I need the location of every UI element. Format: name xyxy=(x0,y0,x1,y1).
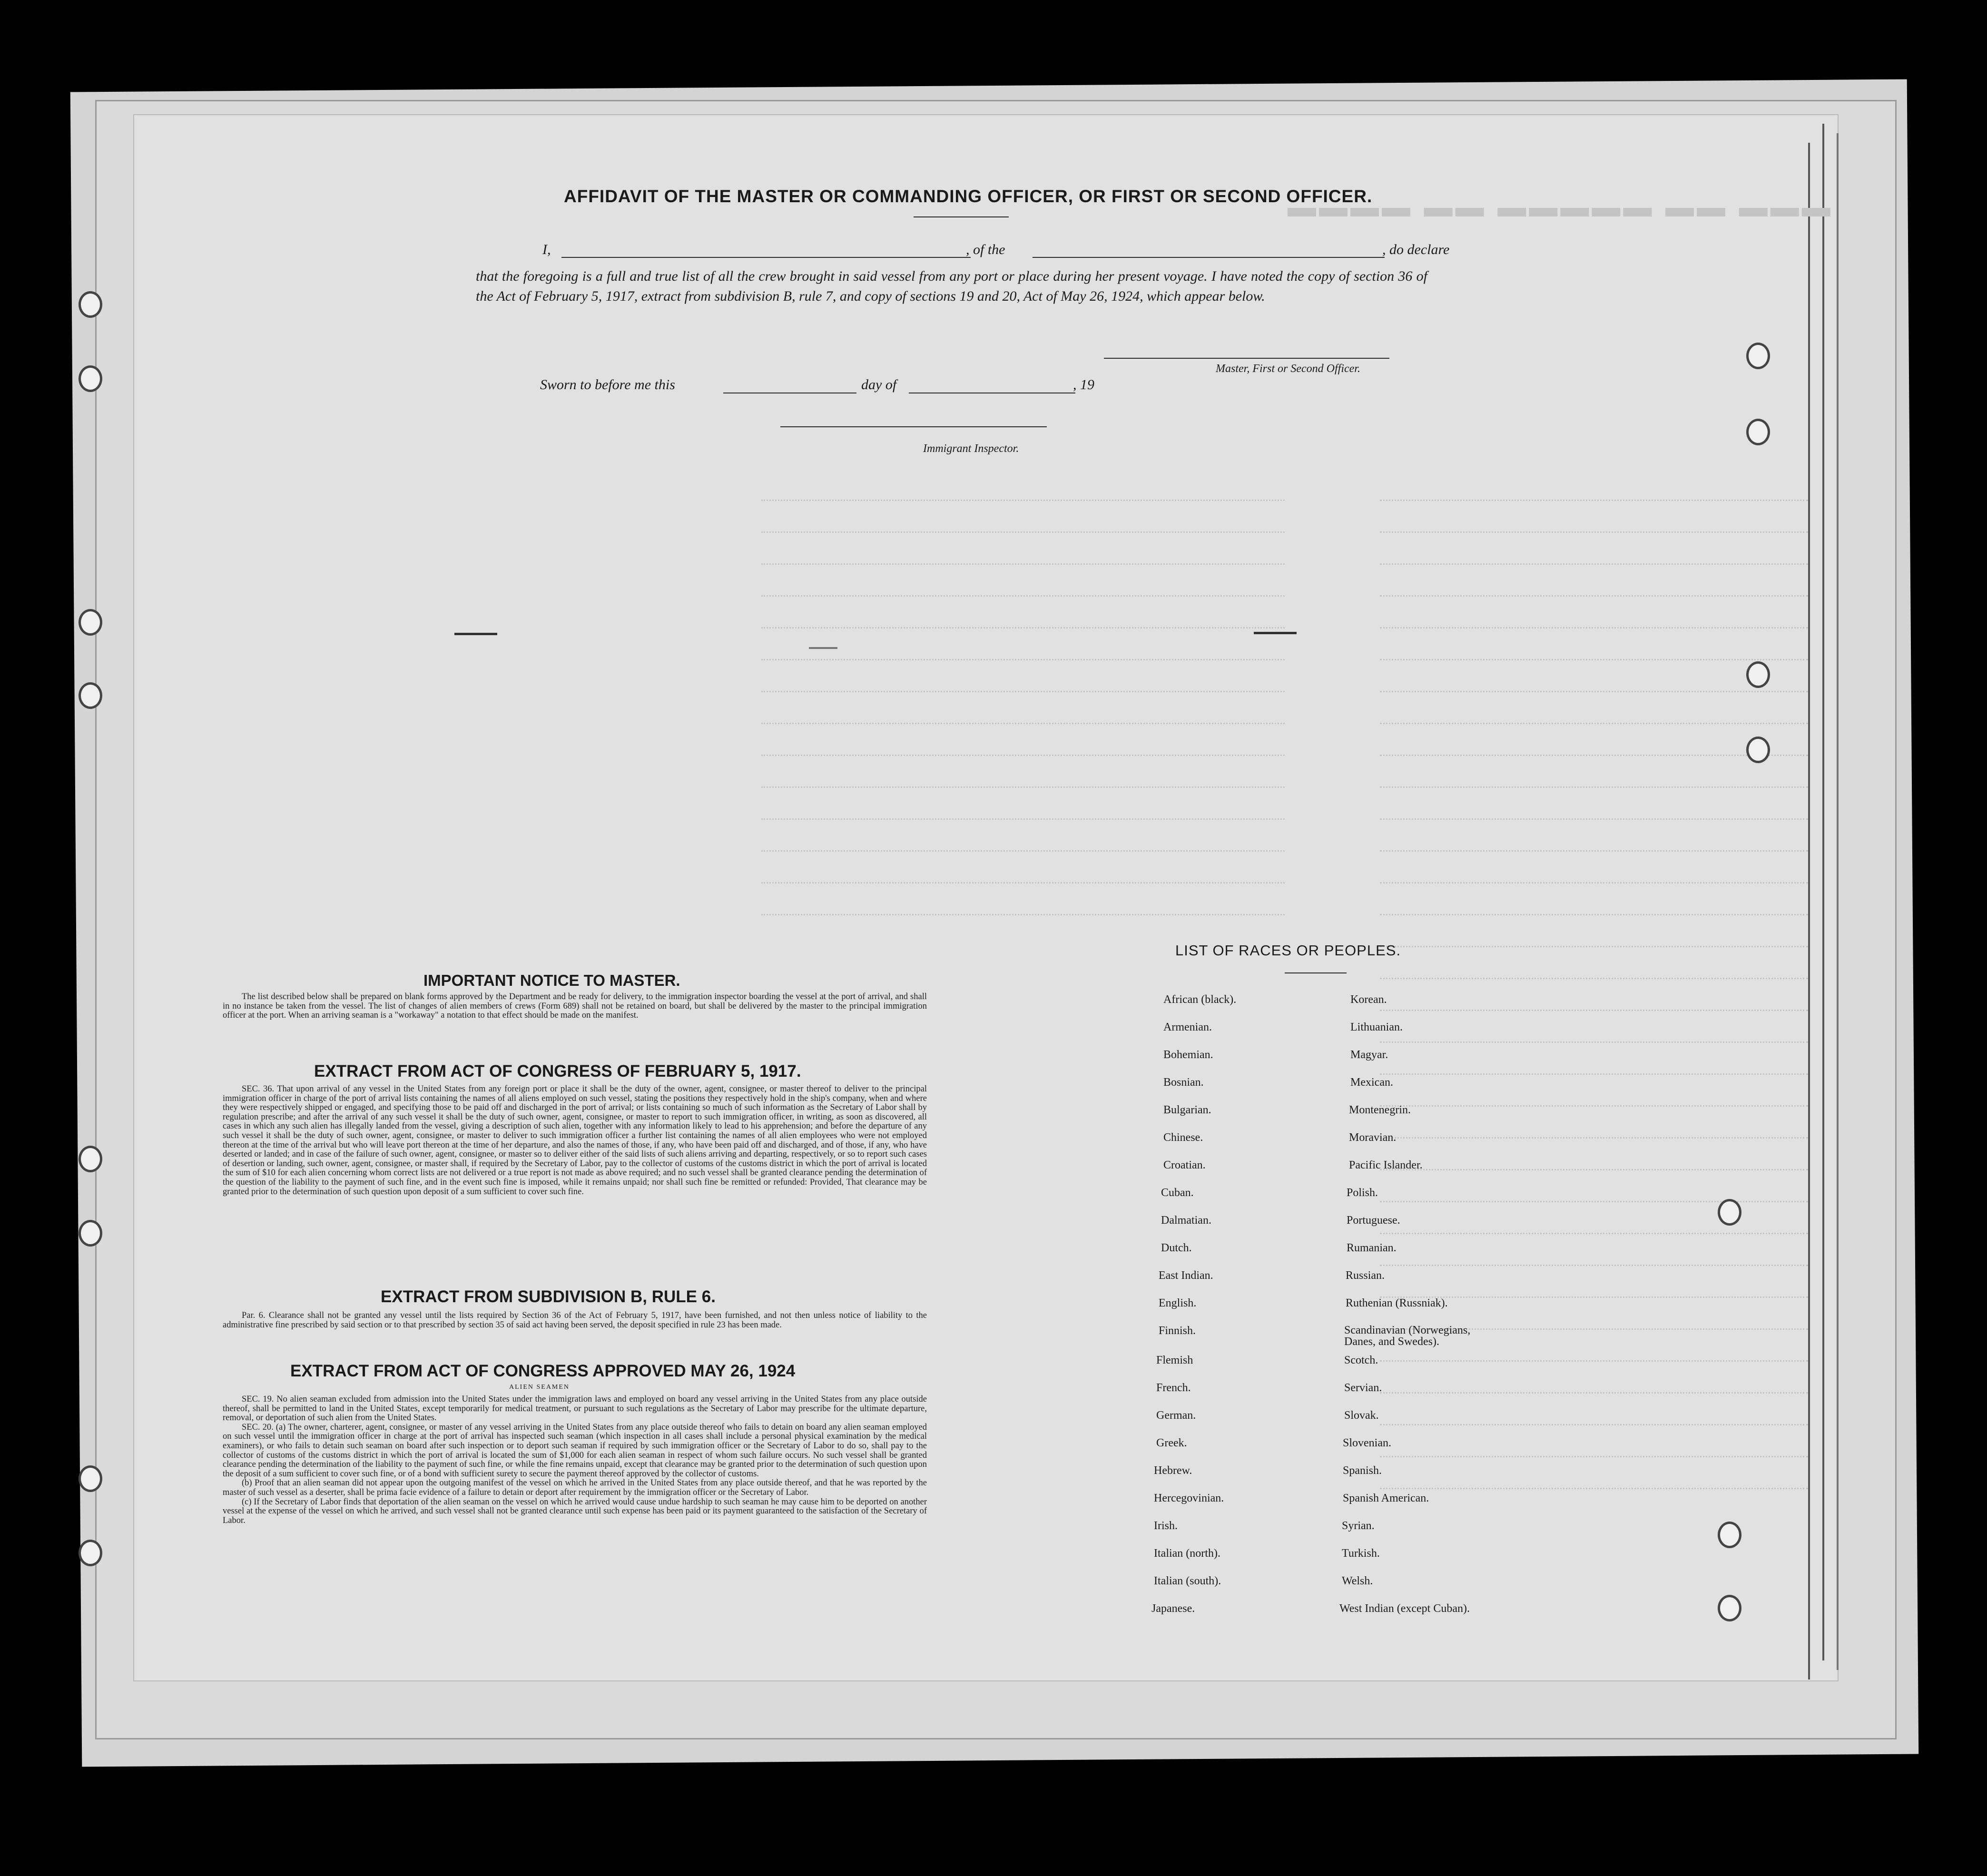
race-item: Irish. xyxy=(1154,1520,1178,1532)
extract-1917-title: EXTRACT FROM ACT OF CONGRESS OF FEBRUARY 5, 1917. xyxy=(314,1062,801,1080)
race-item: German. xyxy=(1156,1409,1196,1422)
race-item: Polish. xyxy=(1347,1187,1378,1199)
page-edge xyxy=(1808,143,1810,1680)
officer-signature-caption: Master, First or Second Officer. xyxy=(1216,363,1360,375)
race-item: Italian (south). xyxy=(1154,1575,1221,1587)
race-item: French. xyxy=(1156,1382,1191,1394)
race-item: Moravian. xyxy=(1349,1131,1397,1144)
races-title: LIST OF RACES OR PEOPLES. xyxy=(1175,942,1401,959)
extract-1924-body xyxy=(223,1395,927,1525)
punch-hole xyxy=(1718,1595,1741,1621)
race-item: Hercegovinian. xyxy=(1154,1492,1224,1504)
races-title-rule xyxy=(1285,972,1347,973)
inspector-caption: Immigrant Inspector. xyxy=(923,442,1019,455)
race-item: Syrian. xyxy=(1342,1520,1375,1532)
bleed-through-rows xyxy=(761,485,1285,913)
race-item: East Indian. xyxy=(1159,1269,1213,1282)
page-edge xyxy=(1822,124,1824,1660)
race-item: Scotch. xyxy=(1344,1354,1378,1366)
bleed-through-rows xyxy=(1380,485,1808,1627)
punch-hole xyxy=(1718,1199,1741,1226)
race-item: Croatian. xyxy=(1163,1159,1206,1171)
race-item: Servian. xyxy=(1344,1382,1382,1394)
sec-20c: (c) If the Secretary of Labor finds that deportation of the alien seaman on the vessel on which he arrived would cause undue hardship to such seaman he may cause him to be deported on another vessel at the expense of the vessel on which he arrived, and such vessel shall not be granted clearance until such expense has been paid or its payment guaranteed to the satisfaction of the Secretary of Labor. xyxy=(223,1497,927,1525)
race-item: Armenian. xyxy=(1163,1021,1212,1033)
race-item: Montenegrin. xyxy=(1349,1104,1411,1116)
race-item: Pacific Islander. xyxy=(1349,1159,1423,1171)
declarant-name-line[interactable] xyxy=(561,257,971,258)
punch-hole xyxy=(1746,661,1770,688)
sworn-label: Sworn to before me this xyxy=(540,377,675,393)
punch-hole xyxy=(1746,419,1770,445)
notice-body: The list described below shall be prepared on blank forms approved by the Department and be ready for delivery, to the immigration inspector boarding the vessel at the port of arrival, and shall in no instance be taken from the vessel. The list of changes of alien members of crews (Form 689) shall not be retained on board, but shall be delivered by the master to the principal immigration officer at the port. When an arriving seaman is a "workaway" a notation to that effect should be made on the manifest. xyxy=(223,992,927,1021)
day-of-label: day of xyxy=(861,377,897,393)
punch-hole xyxy=(79,609,102,636)
race-item: Italian (north). xyxy=(1154,1547,1220,1560)
race-item: Cuban. xyxy=(1161,1187,1194,1199)
race-item: Flemish xyxy=(1156,1354,1193,1366)
race-item: Spanish. xyxy=(1343,1464,1382,1477)
punch-hole xyxy=(79,1540,102,1566)
sec-19: SEC. 19. No alien seaman excluded from admission into the United States under the immigration laws and employed on board any vessel arriving in the United States from any place outside thereof, shall be permitted to land in the United States, except temporarily for medical treatment, or pursuant to such regulations as the Secretary of Labor may prescribe for the ultimate departure, removal, or deportation of such alien from the United States. xyxy=(223,1395,927,1423)
race-item: English. xyxy=(1159,1297,1197,1309)
race-item: African (black). xyxy=(1163,993,1237,1006)
race-item: Korean. xyxy=(1350,993,1387,1006)
race-item: Bulgarian. xyxy=(1163,1104,1211,1116)
affidavit-statement: that the foregoing is a full and true list of all the crew brought in said vessel from any port or place during her present voyage. I have noted the copy of section 36 of the Act of February 5, 1917, extract from subdivision B, rule 7, and copy of sections 19 and 20, Act of May 26, 1924, which appear below. xyxy=(476,268,1427,304)
race-item: Slovak. xyxy=(1344,1409,1379,1422)
vessel-label: , of the xyxy=(966,242,1005,257)
race-item: Dutch. xyxy=(1161,1242,1192,1254)
notice-title: IMPORTANT NOTICE TO MASTER. xyxy=(423,972,680,989)
extract-1924-title: EXTRACT FROM ACT OF CONGRESS APPROVED MAY 26, 1924 xyxy=(290,1362,796,1380)
page-edge xyxy=(1837,133,1839,1670)
race-item: Lithuanian. xyxy=(1350,1021,1403,1033)
declare-label: , do declare xyxy=(1382,242,1450,257)
bleed-through-heading: ▬▬▬ ▬▬ ▬▬▬▬▬ ▬▬ ▬▬▬▬ xyxy=(1285,191,1830,223)
vessel-name-line[interactable] xyxy=(1033,257,1385,258)
race-item: Magyar. xyxy=(1350,1049,1388,1061)
race-item: West Indian (except Cuban). xyxy=(1339,1602,1470,1615)
race-item: Hebrew. xyxy=(1154,1464,1192,1477)
sec-20a: SEC. 20. (a) The owner, charterer, agent, consignee, or master of any vessel arriving in the United States from any place outside thereof who fails to detain on board any alien seaman employed on such vessel until the immigration officer in charge at the port of arrival has inspected such seaman (which inspection in all cases shall include a personal physical examination by the medical examiners), or who fails to detain such seaman on board after such inspection or to deport such seaman if required by such immigration officer or the Secretary of Labor to do so, shall pay to the collector of customs of the customs district in which the port of arrival is located the sum of $1,000 for each alien seaman in respect of whom such failure occurs. No such vessel shall be granted clearance pending the determination of the liability to the payment of such fine, or while the fine remains unpaid, except that clearance may be granted prior to the determination of such question upon the deposit of a sum sufficient to cover such fine, or of a bond with sufficient surety to secure the payment thereof approved by the collector of customs. xyxy=(223,1422,927,1479)
sec-20b: (b) Proof that an alien seaman did not appear upon the outgoing manifest of the vessel on which he arrived in the United States from any place outside thereof, and that he was reported by the master of such vessel as a deserter, shall be prima facie evidence of a failure to detain or deport after requirement by the immigration officer or the Secretary of Labor. xyxy=(223,1478,927,1497)
extract-rule6-title: EXTRACT FROM SUBDIVISION B, RULE 6. xyxy=(381,1287,716,1306)
ink-mark xyxy=(454,633,497,635)
race-item: Mexican. xyxy=(1350,1076,1393,1089)
race-item: Japanese. xyxy=(1151,1602,1195,1615)
race-item: Greek. xyxy=(1156,1437,1187,1449)
year-label: , 19 xyxy=(1073,377,1094,393)
punch-hole xyxy=(79,682,102,709)
officer-signature-line[interactable] xyxy=(1104,358,1389,359)
race-item: Spanish American. xyxy=(1343,1492,1429,1504)
race-item: Russian. xyxy=(1346,1269,1385,1282)
alien-seamen-subtitle: ALIEN SEAMEN xyxy=(509,1384,570,1391)
punch-hole xyxy=(79,1146,102,1172)
race-item: Bohemian. xyxy=(1163,1049,1213,1061)
race-item: Turkish. xyxy=(1342,1547,1380,1560)
ink-mark xyxy=(809,647,837,649)
race-item: Slovenian. xyxy=(1343,1437,1391,1449)
punch-hole xyxy=(1746,737,1770,763)
punch-hole xyxy=(1718,1522,1741,1548)
punch-hole xyxy=(79,1465,102,1492)
race-item: Ruthenian (Russniak). xyxy=(1346,1297,1448,1309)
extract-rule6-body: Par. 6. Clearance shall not be granted any vessel until the lists required by Section 36 of the Act of February 5, 1917, have been furnished, and not then unless notice of liability to the administrative fine prescribed by said section or to that prescribed by section 35 of said act having been served, the deposit specified in rule 23 has been made. xyxy=(223,1311,927,1330)
race-item: Welsh. xyxy=(1342,1575,1373,1587)
race-item: Finnish. xyxy=(1159,1325,1196,1337)
race-item: Scandinavian (Norwegians, Danes, and Swedes). xyxy=(1344,1324,1471,1348)
race-item: Portuguese. xyxy=(1347,1214,1400,1227)
race-item: Chinese. xyxy=(1163,1131,1203,1144)
race-item: Bosnian. xyxy=(1163,1076,1204,1089)
inspector-signature-line[interactable] xyxy=(780,426,1047,427)
punch-hole xyxy=(1746,343,1770,369)
race-item: Rumanian. xyxy=(1347,1242,1397,1254)
title-rule xyxy=(914,216,1009,217)
extract-1917-body: SEC. 36. That upon arrival of any vessel in the United States from any foreign port or place it shall be the duty of the owner, agent, consignee, or master thereof to deliver to the principal immigration officer in charge of the port of arrival lists containing the names of all aliens employed on such vessel, stating the positions they respectively hold in the ship's company, when and where they were respectively shipped or engaged, and specifying those to be paid off and discharged in the port of arrival; or lists containing so much of such information as the Secretary of Labor shall by regulation prescribe; and after the arrival of any such vessel it shall be the duty of such owner, agent, consignee, or master to report to such immigration officer, in writing, as soon as discovered, all cases in which any such alien has illegally landed from the vessel, giving a description of such alien, together with any information likely to lead to his apprehension; and before the departure of any such vessel it shall be the duty of such owner, agent, consignee, or master to deliver to such immigration officer a further list containing the names of all alien employees who were not employed thereon at the time of the arrival but who will leave port thereon at the time of her departure, and also the names of those, if any, who have been paid off and discharged, and of those, if any, who have deserted or landed; and in case of the failure of such owner, agent, consignee, or master so to deliver either of the said lists of such aliens arriving and departing, respectively, or so to report such cases of desertion or landing, such owner, agent, consignee, or master shall, if required by the Secretary of Labor, pay to the collector of customs of the customs district in which the port of arrival is located the sum of $10 for each alien concerning whom correct lists are not delivered or a true report is not made as above required; and no such vessel shall be granted clearance pending the determination of the question of the liability to the payment of such fine, and in the event such fine is imposed, while it remains unpaid; nor shall such fine be remitted or refunded: Provided, That clearance may be granted prior to the determination of such question upon deposit of a sum sufficient to cover such fine. xyxy=(223,1084,927,1197)
ink-mark xyxy=(1254,632,1297,634)
punch-hole xyxy=(79,1220,102,1247)
affidavit-title: AFFIDAVIT OF THE MASTER OR COMMANDING OFFICER, OR FIRST OR SECOND OFFICER. xyxy=(564,187,1373,206)
punch-hole xyxy=(79,365,102,392)
declarant-label: I, xyxy=(542,242,551,257)
punch-hole xyxy=(79,291,102,318)
race-item: Dalmatian. xyxy=(1161,1214,1211,1227)
